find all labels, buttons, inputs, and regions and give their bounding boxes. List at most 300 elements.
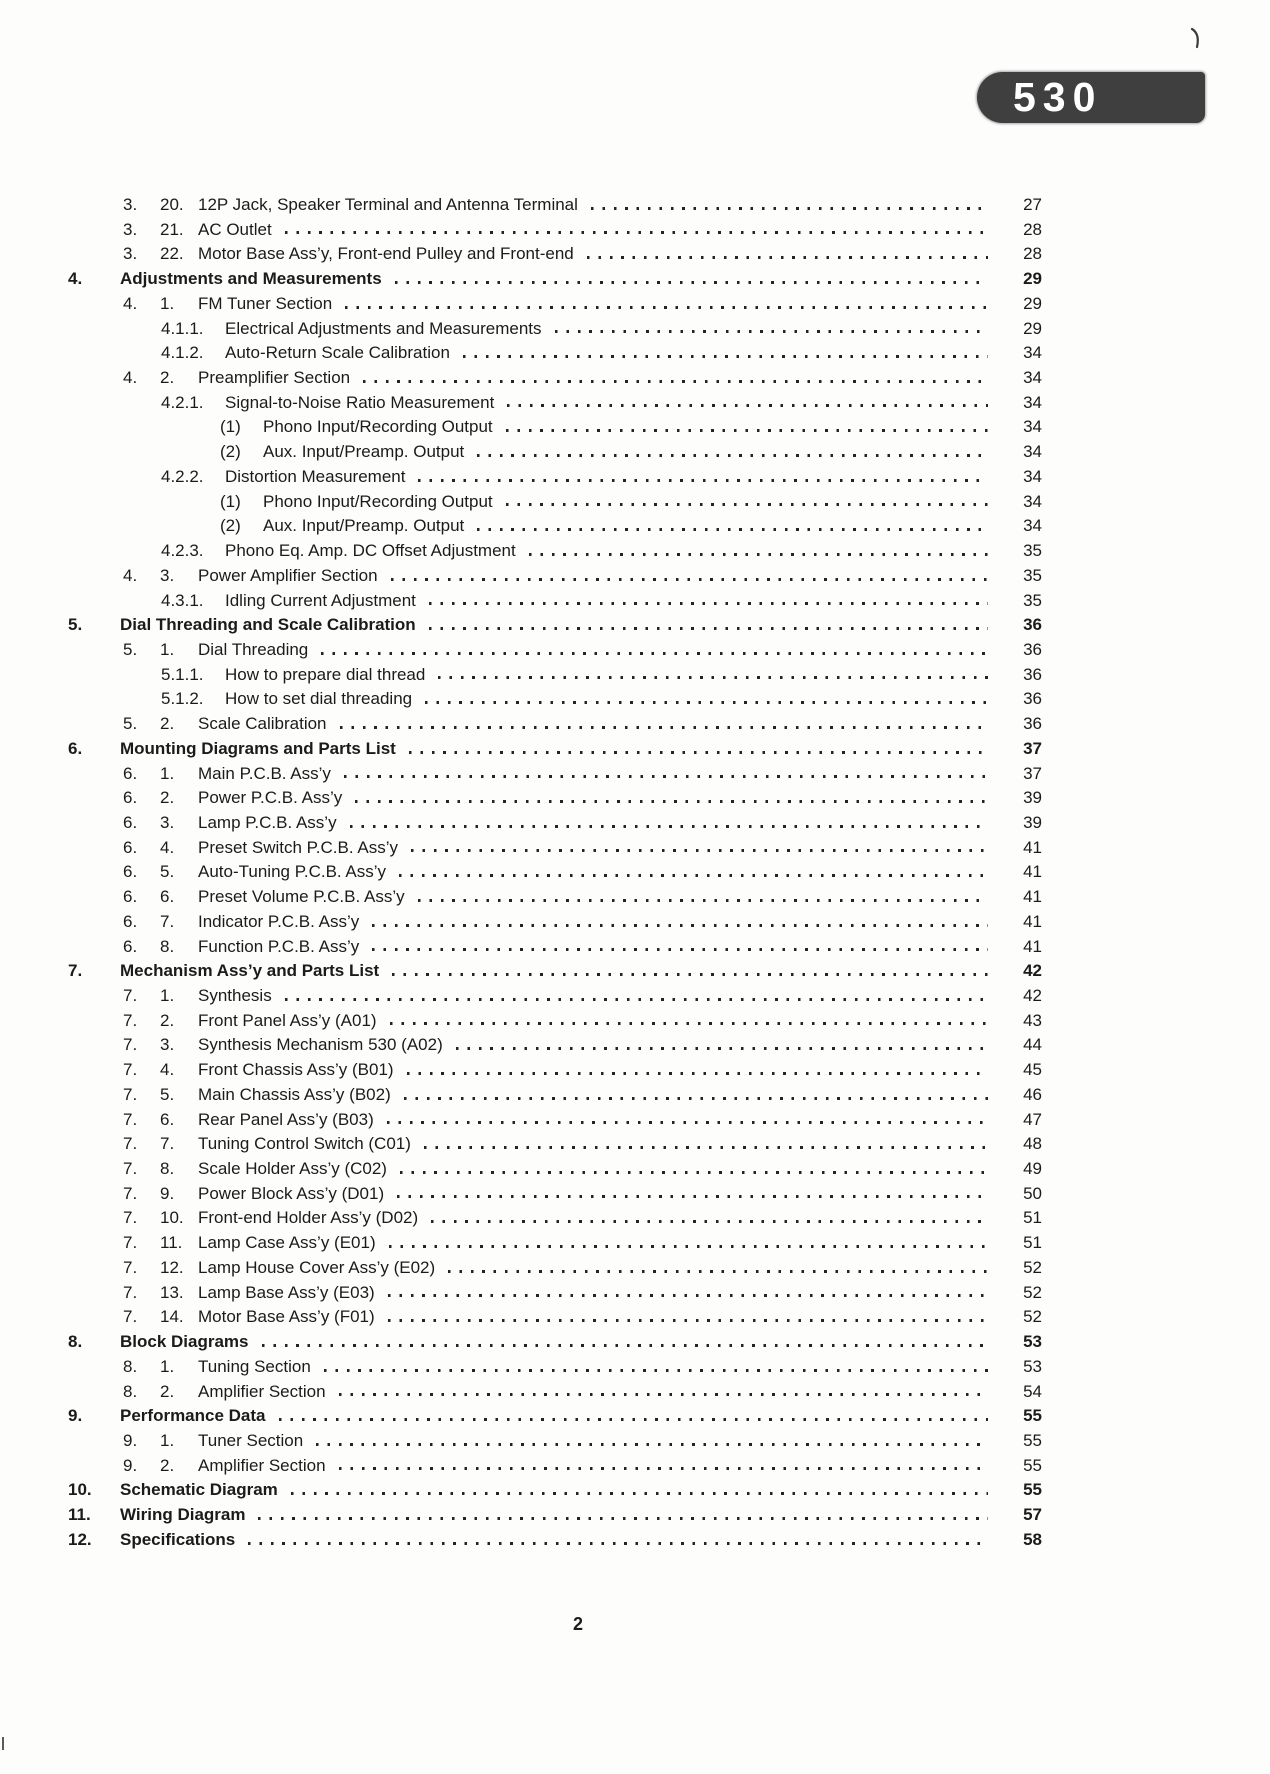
toc-entry-page-number: 51 [1023, 1233, 1042, 1253]
dot-leader [262, 1344, 989, 1347]
toc-entry-title: Scale Calibration [198, 714, 327, 734]
toc-entry [0, 984, 1042, 1009]
model-badge-label: 530 [1013, 74, 1103, 120]
toc-entry [0, 1182, 1042, 1207]
toc-entry-title: Adjustments and Measurements [120, 269, 382, 289]
toc-entry [0, 1108, 1042, 1133]
toc-entry-page-number: 35 [1023, 590, 1042, 610]
dot-leader [407, 1072, 988, 1075]
toc-entry-title: Wiring Diagram [120, 1505, 246, 1525]
toc-entry [0, 539, 1042, 564]
toc-entry [0, 1206, 1042, 1231]
model-badge [977, 72, 1205, 123]
toc-entry-page-number: 45 [1023, 1060, 1042, 1080]
toc-entry [0, 762, 1042, 787]
toc-entry-page-number: 50 [1023, 1183, 1042, 1203]
toc-entry [0, 1281, 1042, 1306]
dot-leader [424, 1146, 988, 1149]
toc-entry-title: Performance Data [120, 1406, 266, 1426]
toc-entry-title: Amplifier Section [198, 1381, 326, 1401]
toc-entry-page-number: 42 [1023, 986, 1042, 1005]
toc-entry-title: Tuning Section [198, 1356, 311, 1376]
dot-leader [339, 1467, 988, 1470]
toc-entry-page-number: 34 [1023, 368, 1042, 388]
toc-entry [0, 1404, 1042, 1429]
toc-entry-subnumber: 1. [160, 639, 175, 659]
toc-entry [0, 687, 1042, 712]
toc-entry-number: (2) [220, 516, 241, 536]
toc-entry-number: (1) [220, 491, 241, 511]
toc-entry [0, 1231, 1042, 1256]
toc-entry-title: Motor Base Ass’y (F01) [198, 1307, 375, 1327]
dot-leader [418, 899, 988, 902]
toc-entry-title: Dial Threading [198, 639, 309, 659]
toc-entry-title: Schematic Diagram [120, 1480, 278, 1500]
toc-entry [0, 218, 1042, 243]
toc-entry-page-number: 36 [1023, 664, 1042, 684]
footer-page-number: 2 [572, 1614, 583, 1634]
toc-entry [0, 1157, 1042, 1182]
toc-entry-number: 6. [123, 936, 138, 956]
toc-entry [0, 885, 1042, 910]
toc-entry [0, 1330, 1042, 1355]
toc-entry-page-number: 55 [1023, 1455, 1042, 1475]
toc-entry-title: Auto-Tuning P.C.B. Ass’y [198, 862, 387, 882]
dot-leader [411, 849, 988, 852]
toc-entry-number: 4. [123, 368, 138, 388]
dot-leader [248, 1542, 988, 1545]
dot-leader [431, 1220, 988, 1223]
toc-entry-title: Front-end Holder Ass’y (D02) [198, 1208, 419, 1228]
toc-entry-number: 7. [123, 1035, 138, 1055]
toc-entry-page-number: 34 [1023, 343, 1042, 363]
toc-entry-title: Distortion Measurement [225, 466, 406, 486]
toc-entry-subnumber: 20. [160, 195, 184, 214]
toc-entry-number: 5. [123, 639, 138, 659]
toc-entry-page-number: 34 [1023, 442, 1042, 462]
toc-entry-number: 7. [123, 1208, 138, 1228]
toc-entry-page-number: 27 [1023, 195, 1042, 214]
toc-entry-page-number: 44 [1023, 1035, 1042, 1055]
toc-entry-number: 7. [123, 1084, 138, 1104]
toc-entry-title: Tuning Control Switch (C01) [198, 1134, 411, 1154]
toc-entry-page-number: 41 [1023, 837, 1042, 857]
toc-entry-number: 7. [123, 1109, 138, 1129]
toc-entry-title: Indicator P.C.B. Ass’y [198, 911, 360, 931]
toc-entry [0, 1380, 1042, 1405]
table-of-contents [0, 193, 1042, 1553]
toc-entry-title: AC Outlet [198, 219, 272, 239]
scan-artifact-mark [1188, 26, 1206, 52]
toc-entry [0, 267, 1042, 292]
toc-entry-number: 11. [68, 1505, 91, 1525]
toc-entry-page-number: 41 [1023, 911, 1042, 931]
toc-entry [0, 910, 1042, 935]
toc-entry-page-number: 46 [1023, 1084, 1042, 1104]
toc-entry-page-number: 34 [1023, 392, 1042, 412]
toc-entry-title: Synthesis [198, 986, 272, 1005]
toc-entry-number: 6. [123, 887, 138, 907]
dot-leader [355, 800, 988, 803]
toc-entry-subnumber: 1. [160, 763, 175, 783]
dot-leader [429, 627, 988, 630]
toc-entry-title: Power Amplifier Section [198, 565, 378, 585]
toc-entry-number: 4.2.1. [161, 392, 204, 412]
toc-entry-number: 3. [123, 195, 138, 214]
toc-entry [0, 1256, 1042, 1281]
toc-entry-subnumber: 2. [160, 1455, 175, 1475]
toc-entry-number: 10. [68, 1480, 92, 1500]
toc-entry-title: Lamp Base Ass’y (E03) [198, 1282, 375, 1302]
toc-entry [0, 1132, 1042, 1157]
toc-entry [0, 836, 1042, 861]
toc-entry-title: Lamp P.C.B. Ass’y [198, 812, 337, 832]
toc-entry-page-number: 35 [1023, 565, 1042, 585]
toc-entry [0, 193, 1042, 218]
dot-leader [506, 503, 988, 506]
toc-entry-title: Motor Base Ass’y, Front-end Pulley and Front-end [198, 244, 574, 264]
toc-entry-page-number: 29 [1023, 269, 1042, 289]
dot-leader [507, 404, 988, 407]
toc-entry-number: 6. [123, 812, 138, 832]
toc-entry [0, 440, 1042, 465]
toc-entry-subnumber: 10. [160, 1208, 184, 1228]
dot-leader [477, 454, 988, 457]
dot-leader [291, 1492, 988, 1495]
toc-entry [0, 1429, 1042, 1454]
toc-entry [0, 1009, 1042, 1034]
scan-artifact-edge-tick [2, 1737, 4, 1750]
toc-entry [0, 1355, 1042, 1380]
toc-entry-number: 8. [68, 1332, 83, 1352]
toc-entry [0, 514, 1042, 539]
toc-entry-page-number: 41 [1023, 936, 1042, 956]
toc-entry-page-number: 42 [1023, 961, 1042, 981]
toc-entry-page-number: 53 [1023, 1332, 1042, 1352]
toc-entry-title: Rear Panel Ass’y (B03) [198, 1109, 374, 1129]
toc-entry-number: 9. [123, 1430, 138, 1450]
toc-entry-number: 7. [123, 1060, 138, 1080]
dot-leader [363, 380, 988, 383]
dot-leader [258, 1517, 988, 1520]
toc-entry-number: 12. [68, 1529, 92, 1549]
toc-entry-subnumber: 4. [160, 837, 175, 857]
dot-leader [340, 726, 988, 729]
toc-entry [0, 1454, 1042, 1479]
toc-entry-title: Dial Threading and Scale Calibration [120, 615, 416, 635]
toc-entry-subnumber: 5. [160, 862, 175, 882]
toc-entry-number: (1) [220, 417, 241, 437]
toc-entry [0, 465, 1042, 490]
toc-entry-title: 12P Jack, Speaker Terminal and Antenna Terminal [198, 195, 578, 214]
toc-entry-title: Block Diagrams [120, 1332, 249, 1352]
toc-entry-title: Mounting Diagrams and Parts List [120, 738, 396, 758]
toc-entry-title: Main P.C.B. Ass’y [198, 763, 331, 783]
toc-entry-number: 3. [123, 219, 138, 239]
toc-entry-number: 7. [123, 986, 138, 1005]
toc-entry [0, 638, 1042, 663]
dot-leader [391, 578, 988, 581]
toc-entry-title: Power P.C.B. Ass’y [198, 788, 343, 808]
toc-entry-title: How to prepare dial thread [225, 664, 426, 684]
toc-entry-title: Front Panel Ass’y (A01) [198, 1010, 377, 1030]
toc-entry [0, 1083, 1042, 1108]
toc-entry-number: 4.2.2. [161, 466, 204, 486]
dot-leader [345, 306, 988, 309]
toc-entry [0, 1478, 1042, 1503]
toc-entry-page-number: 28 [1023, 219, 1042, 239]
toc-entry [0, 860, 1042, 885]
dot-leader [438, 676, 988, 679]
dot-leader [418, 479, 988, 482]
dot-leader [316, 1443, 988, 1446]
dot-leader [339, 1393, 988, 1396]
dot-leader [388, 1319, 988, 1322]
toc-entry-subnumber: 14. [160, 1307, 184, 1327]
toc-entry-title: Main Chassis Ass’y (B02) [198, 1084, 391, 1104]
toc-entry-subnumber: 4. [160, 1060, 175, 1080]
toc-entry-title: Electrical Adjustments and Measurements [225, 318, 542, 338]
toc-entry-title: Phono Eq. Amp. DC Offset Adjustment [225, 541, 516, 561]
toc-entry-title: Aux. Input/Preamp. Output [263, 516, 465, 536]
toc-entry [0, 811, 1042, 836]
toc-entry [0, 317, 1042, 342]
toc-entry-title: Specifications [120, 1529, 236, 1549]
toc-entry [0, 490, 1042, 515]
toc-entry-page-number: 34 [1023, 516, 1042, 536]
toc-entry-page-number: 37 [1023, 763, 1042, 783]
toc-entry-title: Aux. Input/Preamp. Output [263, 442, 465, 462]
toc-entry-page-number: 34 [1023, 417, 1042, 437]
toc-entry [0, 1058, 1042, 1083]
dot-leader [409, 751, 988, 754]
dot-leader [429, 602, 988, 605]
toc-entry-page-number: 28 [1023, 244, 1042, 264]
dot-leader [404, 1097, 988, 1100]
toc-entry-title: Amplifier Section [198, 1455, 326, 1475]
dot-leader [390, 1022, 988, 1025]
dot-leader [285, 998, 988, 1001]
toc-entry-number: 4. [68, 269, 83, 289]
toc-entry-subnumber: 3. [160, 565, 175, 585]
toc-entry-number: 6. [123, 862, 138, 882]
toc-entry-number: 5. [123, 714, 138, 734]
toc-entry-subnumber: 1. [160, 293, 175, 313]
toc-entry-subnumber: 1. [160, 1356, 175, 1376]
dot-leader [456, 1047, 988, 1050]
toc-entry-number: 5.1.1. [161, 664, 204, 684]
toc-entry [0, 415, 1042, 440]
toc-entry-subnumber: 13. [160, 1282, 184, 1302]
toc-entry-title: Lamp House Cover Ass’y (E02) [198, 1257, 436, 1277]
toc-entry-page-number: 43 [1023, 1010, 1042, 1030]
dot-leader [425, 701, 988, 704]
toc-entry-subnumber: 9. [160, 1183, 175, 1203]
toc-entry-subnumber: 6. [160, 887, 175, 907]
toc-entry-page-number: 51 [1023, 1208, 1042, 1228]
toc-entry-page-number: 52 [1023, 1257, 1042, 1277]
toc-entry-page-number: 29 [1023, 293, 1042, 313]
toc-entry-page-number: 55 [1023, 1480, 1042, 1500]
toc-entry-subnumber: 7. [160, 1134, 175, 1154]
toc-entry-subnumber: 2. [160, 1381, 175, 1401]
toc-entry-page-number: 41 [1023, 862, 1042, 882]
toc-entry-subnumber: 22. [160, 244, 184, 264]
toc-entry-title: Preset Switch P.C.B. Ass’y [198, 837, 398, 857]
toc-entry-page-number: 35 [1023, 541, 1042, 561]
dot-leader [395, 281, 988, 284]
toc-entry-number: 7. [123, 1134, 138, 1154]
toc-entry-title: Idling Current Adjustment [225, 590, 416, 610]
dot-leader [389, 1245, 988, 1248]
toc-entry-page-number: 34 [1023, 491, 1042, 511]
toc-entry [0, 1503, 1042, 1528]
toc-entry-page-number: 37 [1023, 738, 1042, 758]
toc-entry-subnumber: 1. [160, 1430, 175, 1450]
toc-entry-number: 9. [123, 1455, 138, 1475]
toc-entry-subnumber: 1. [160, 986, 175, 1005]
toc-entry-number: 6. [68, 738, 83, 758]
toc-entry-page-number: 55 [1023, 1430, 1042, 1450]
toc-entry-subnumber: 21. [160, 219, 184, 239]
toc-entry-page-number: 54 [1023, 1381, 1042, 1401]
toc-entry-title: Mechanism Ass’y and Parts List [120, 961, 380, 981]
toc-entry-number: 8. [123, 1381, 138, 1401]
toc-entry-page-number: 29 [1023, 318, 1042, 338]
toc-entry-title: Function P.C.B. Ass’y [198, 936, 360, 956]
toc-entry-number: 7. [123, 1257, 138, 1277]
toc-entry [0, 712, 1042, 737]
toc-entry-page-number: 52 [1023, 1282, 1042, 1302]
dot-leader [321, 652, 988, 655]
toc-entry [0, 589, 1042, 614]
toc-entry-title: Tuner Section [198, 1430, 304, 1450]
toc-entry-number: 5.1.2. [161, 689, 204, 709]
toc-entry-title: How to set dial threading [225, 689, 413, 709]
toc-entry-subnumber: 7. [160, 911, 175, 931]
toc-entry-number: (2) [220, 442, 241, 462]
toc-entry-page-number: 39 [1023, 788, 1042, 808]
toc-entry-subnumber: 2. [160, 1010, 175, 1030]
toc-entry-title: Auto-Return Scale Calibration [225, 343, 450, 363]
toc-entry-number: 4. [123, 293, 138, 313]
toc-entry [0, 292, 1042, 317]
dot-leader [506, 429, 988, 432]
toc-entry-page-number: 47 [1023, 1109, 1042, 1129]
toc-entry-number: 5. [68, 615, 83, 635]
toc-entry-title: Power Block Ass’y (D01) [198, 1183, 385, 1203]
toc-entry-number: 7. [123, 1183, 138, 1203]
toc-entry-subnumber: 2. [160, 368, 175, 388]
dot-leader [400, 1171, 988, 1174]
toc-entry-number: 6. [123, 837, 138, 857]
dot-leader [555, 330, 988, 333]
dot-leader [397, 1195, 988, 1198]
dot-leader [591, 207, 988, 210]
toc-entry-title: Preset Volume P.C.B. Ass’y [198, 887, 405, 907]
dot-leader [279, 1418, 988, 1421]
toc-entry-subnumber: 2. [160, 714, 175, 734]
dot-leader [392, 973, 988, 976]
toc-entry-title: Front Chassis Ass’y (B01) [198, 1060, 394, 1080]
toc-entry-title: Lamp Case Ass’y (E01) [198, 1233, 376, 1253]
toc-entry [0, 1528, 1042, 1553]
toc-entry-page-number: 52 [1023, 1307, 1042, 1327]
dot-leader [477, 528, 988, 531]
toc-entry-title: Phono Input/Recording Output [263, 491, 493, 511]
toc-entry-number: 8. [123, 1356, 138, 1376]
dot-leader [529, 553, 988, 556]
toc-entry [0, 1033, 1042, 1058]
toc-entry-number: 4.2.3. [161, 541, 204, 561]
toc-entry-page-number: 39 [1023, 812, 1042, 832]
toc-entry-number: 7. [123, 1159, 138, 1179]
toc-entry [0, 564, 1042, 589]
toc-entry-number: 6. [123, 911, 138, 931]
toc-entry-title: Phono Input/Recording Output [263, 417, 493, 437]
dot-leader [324, 1369, 988, 1372]
toc-entry-subnumber: 2. [160, 788, 175, 808]
toc-entry-page-number: 34 [1023, 466, 1042, 486]
toc-entry-page-number: 53 [1023, 1356, 1042, 1376]
toc-entry-page-number: 36 [1023, 714, 1042, 734]
dot-leader [388, 1294, 988, 1297]
dot-leader [350, 825, 988, 828]
toc-entry-subnumber: 8. [160, 936, 175, 956]
dot-leader [372, 948, 988, 951]
toc-entry-title: Signal-to-Noise Ratio Measurement [225, 392, 495, 412]
toc-entry-title: Preamplifier Section [198, 368, 351, 388]
toc-entry-number: 4.1.2. [161, 343, 204, 363]
toc-entry-page-number: 36 [1023, 615, 1042, 635]
toc-entry-number: 4. [123, 565, 138, 585]
toc-entry-number: 7. [123, 1282, 138, 1302]
toc-entry-number: 9. [68, 1406, 83, 1426]
dot-leader [463, 355, 988, 358]
toc-entry-subnumber: 6. [160, 1109, 175, 1129]
toc-entry-number: 6. [123, 788, 138, 808]
toc-entry [0, 737, 1042, 762]
toc-entry-subnumber: 3. [160, 1035, 175, 1055]
toc-entry-page-number: 36 [1023, 689, 1042, 709]
toc-entry-page-number: 48 [1023, 1134, 1042, 1154]
toc-entry [0, 366, 1042, 391]
toc-entry [0, 242, 1042, 267]
toc-entry-subnumber: 8. [160, 1159, 175, 1179]
toc-entry [0, 663, 1042, 688]
toc-entry-title: Scale Holder Ass’y (C02) [198, 1159, 387, 1179]
toc-entry-number: 4.3.1. [161, 590, 204, 610]
toc-entry [0, 935, 1042, 960]
toc-entry-title: Synthesis Mechanism 530 (A02) [198, 1035, 443, 1055]
dot-leader [285, 231, 988, 234]
toc-entry-subnumber: 5. [160, 1084, 175, 1104]
toc-entry-title: FM Tuner Section [198, 293, 333, 313]
toc-entry-page-number: 49 [1023, 1159, 1042, 1179]
toc-entry [0, 391, 1042, 416]
toc-entry-number: 7. [123, 1233, 138, 1253]
toc-entry-number: 7. [123, 1307, 138, 1327]
toc-entry [0, 613, 1042, 638]
toc-entry-subnumber: 12. [160, 1257, 184, 1277]
dot-leader [387, 1121, 988, 1124]
toc-entry-number: 7. [68, 961, 83, 981]
toc-entry-page-number: 57 [1023, 1505, 1042, 1525]
toc-entry-page-number: 41 [1023, 887, 1042, 907]
dot-leader [448, 1270, 988, 1273]
toc-entry [0, 786, 1042, 811]
toc-entry-number: 4.1.1. [161, 318, 204, 338]
